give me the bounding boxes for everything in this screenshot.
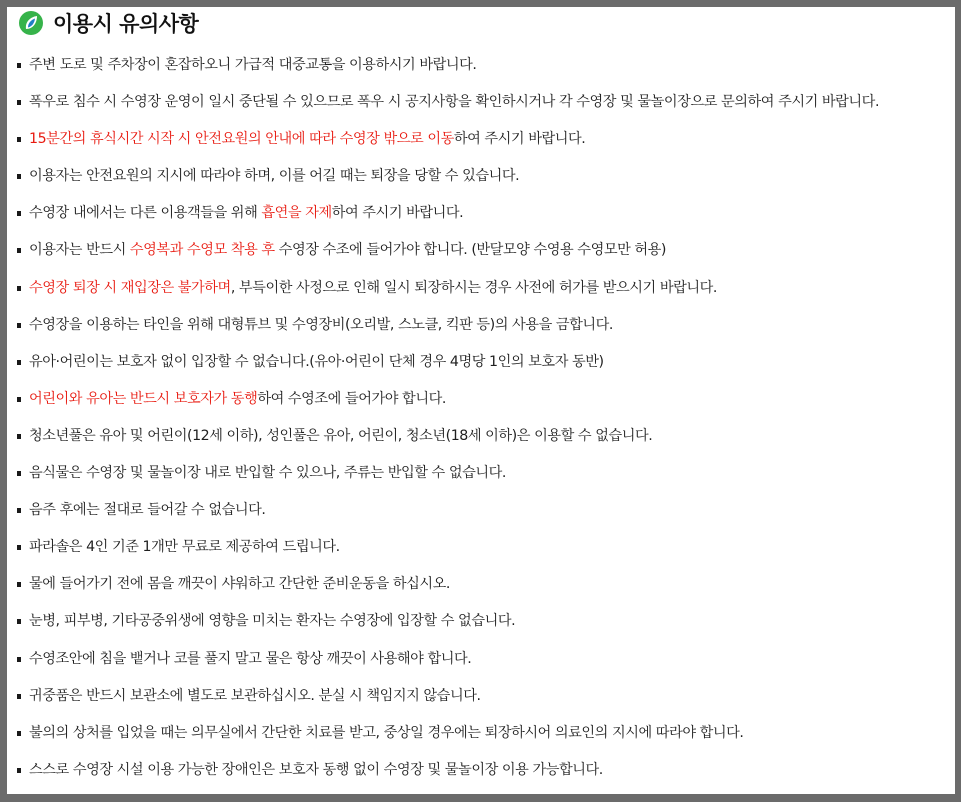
rule-highlight-text: 어린이와 유아는 반드시 보호자가 동행: [29, 390, 258, 407]
rule-item: [7, 158, 879, 195]
rule-item: [7, 492, 879, 529]
rule-highlight-text: 15분간의 휴식시간 시작 시 안전요원의 안내에 따라 수영장 밖으로 이동: [29, 131, 454, 148]
rule-item: [7, 381, 879, 418]
rule-text: 청소년풀은 유아 및 어린이(12세 이하), 성인풀은 유아, 어린이, 청소년(18세 이하)은 이용할 수 없습니다.: [29, 427, 653, 444]
rule-text: 불의의 상처를 입었을 때는 의무실에서 간단한 치료를 받고, 중상일 경우에는 퇴장하시어 의료인의 지시에 따라야 합니다.: [29, 724, 744, 741]
square-bullet-icon: [17, 248, 21, 253]
rule-item: [7, 344, 879, 381]
rule-text: 파라솔은 4인 기준 1개만 무료로 제공하여 드립니다.: [29, 539, 340, 556]
square-bullet-icon: [17, 545, 21, 550]
square-bullet-icon: [17, 323, 21, 328]
rule-text: 주변 도로 및 주차장이 혼잡하오니 가급적 대중교통을 이용하시기 바랍니다.: [29, 57, 477, 73]
rule-item: [7, 418, 879, 455]
square-bullet-icon: [17, 768, 21, 773]
square-bullet-icon: [17, 174, 21, 179]
rule-text: 수영조안에 침을 뱉거나 코를 풀지 말고 물은 항상 깨끗이 사용해야 합니다.: [29, 650, 472, 667]
rule-item: [7, 678, 879, 715]
rule-text: 수영장 내에서는 다른 이용객들을 위해: [29, 205, 262, 222]
rule-item: [7, 270, 879, 307]
square-bullet-icon: [17, 582, 21, 587]
rule-item: [7, 195, 879, 232]
square-bullet-icon: [17, 508, 21, 513]
square-bullet-icon: [17, 100, 21, 105]
square-bullet-icon: [17, 397, 21, 402]
square-bullet-icon: [17, 286, 21, 291]
rule-text: 수영장 수조에 들어가야 합니다. (반달모양 수영용 수영모만 허용): [274, 242, 666, 259]
rule-item: [7, 715, 879, 752]
rule-item: [7, 47, 879, 84]
rule-item: [7, 232, 879, 269]
rule-text: 눈병, 피부병, 기타공중위생에 영향을 미치는 환자는 수영장에 입장할 수 없습니다.: [29, 613, 516, 630]
rule-item: [7, 455, 879, 492]
rule-text: 물에 들어가기 전에 몸을 깨끗이 샤워하고 간단한 준비운동을 하십시오.: [29, 576, 450, 593]
rules-list: [7, 47, 879, 789]
square-bullet-icon: [17, 471, 21, 476]
square-bullet-icon: [17, 211, 21, 216]
rule-item: [7, 529, 879, 566]
rule-text: 이용자는 반드시: [29, 242, 130, 259]
square-bullet-icon: [17, 360, 21, 365]
rule-text: 하여 주시기 바랍니다.: [453, 131, 586, 148]
square-bullet-icon: [17, 434, 21, 439]
rule-item: [7, 307, 879, 344]
rule-text: 음주 후에는 절대로 들어갈 수 없습니다.: [29, 502, 266, 519]
square-bullet-icon: [17, 619, 21, 624]
rule-text: 하여 수영조에 들어가야 합니다.: [257, 390, 446, 407]
rule-text: 폭우로 침수 시 수영장 운영이 일시 중단될 수 있으므로 폭우 시 공지사항을 확인하시거나 각 수영장 및 물놀이장으로 문의하여 주시기 바랍니다.: [29, 94, 879, 111]
page-title: 이용시 유의사항: [53, 12, 199, 36]
rule-highlight-text: 흡연을 자제: [261, 205, 332, 222]
rule-highlight-text: 수영장 퇴장 시 재입장은 불가하며: [29, 279, 231, 296]
rule-text: 유아·어린이는 보호자 없이 입장할 수 없습니다.(유아·어린이 단체 경우 4명당 1인의 보호자 동반): [29, 353, 604, 370]
rule-item: [7, 121, 879, 158]
rule-text: 이용자는 안전요원의 지시에 따라야 하며, 이를 어길 때는 퇴장을 당할 수 있습니다.: [29, 168, 520, 185]
rule-item: [7, 566, 879, 603]
rule-item: [7, 752, 879, 789]
rule-item: [7, 641, 879, 678]
square-bullet-icon: [17, 731, 21, 736]
notice-panel: [7, 7, 955, 794]
square-bullet-icon: [17, 657, 21, 662]
square-bullet-icon: [17, 694, 21, 699]
rule-text: 하여 주시기 바랍니다.: [331, 205, 464, 222]
rule-text: 귀중품은 반드시 보관소에 별도로 보관하십시오. 분실 시 책임지지 않습니다.: [29, 687, 481, 704]
square-bullet-icon: [17, 63, 21, 68]
rule-item: [7, 84, 879, 121]
rule-text: 음식물은 수영장 및 물놀이장 내로 반입할 수 있으나, 주류는 반입할 수 없습니다.: [29, 465, 506, 482]
rule-text: , 부득이한 사정으로 인해 일시 퇴장하시는 경우 사전에 허가를 받으시기 바랍니다.: [230, 279, 717, 296]
leaf-drop-logo-icon: [18, 10, 44, 36]
rule-text: 수영장을 이용하는 타인을 위해 대형튜브 및 수영장비(오리발, 스노클, 킥판 등)의 사용을 금합니다.: [29, 316, 613, 333]
rule-highlight-text: 수영복과 수영모 착용 후: [129, 242, 275, 259]
notice-header: [18, 7, 198, 39]
square-bullet-icon: [17, 137, 21, 142]
rule-item: [7, 603, 879, 640]
rule-text: 스스로 수영장 시설 이용 가능한 장애인은 보호자 동행 없이 수영장 및 물놀이장 이용 가능합니다.: [29, 761, 603, 778]
